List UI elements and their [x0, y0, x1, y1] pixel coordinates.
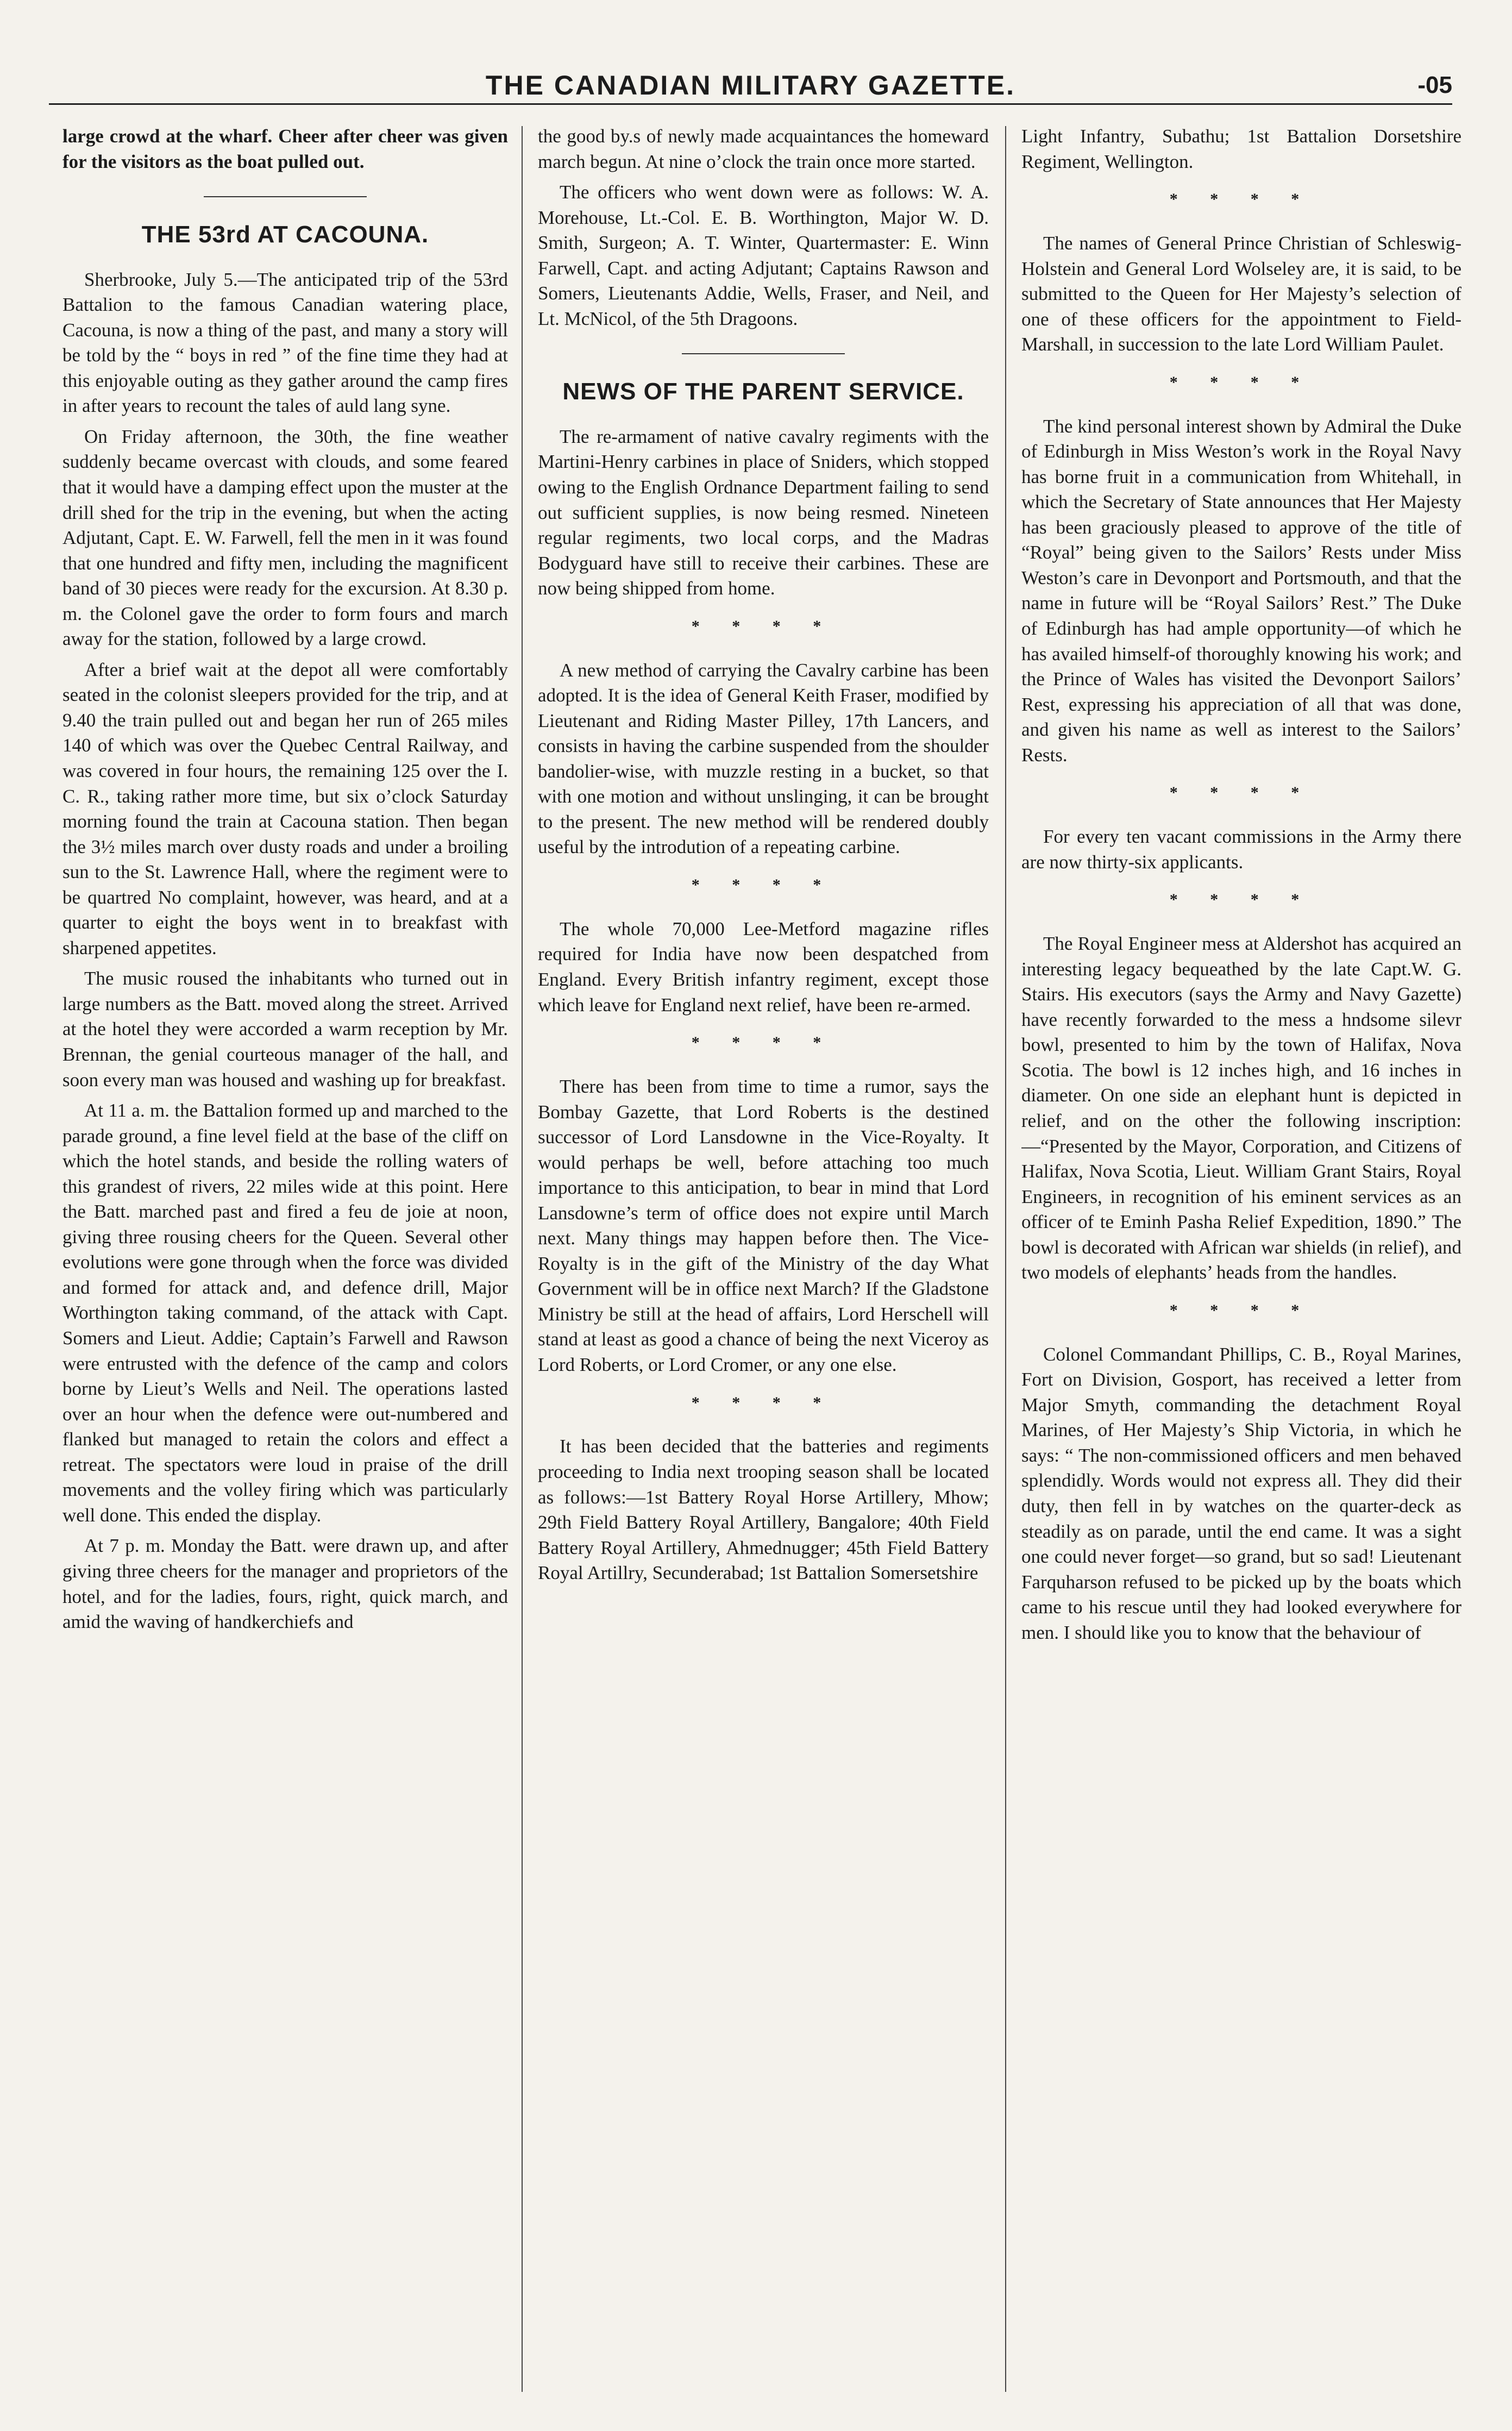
star-separator: [538, 616, 989, 637]
star-separator: [1021, 1300, 1461, 1321]
news-item: The whole 70,000 Lee-Metford magazine rifles required for India have now been despatched from England. Every British infantry regiment, except those which leave for England next relief, have been re-armed.: [538, 918, 989, 1016]
column-2: [538, 124, 989, 2406]
continuation-text: Light Infantry, Subathu; 1st Battalion Dorsetshire Regiment, Wellington.: [1021, 126, 1461, 172]
star-separator: [538, 1392, 989, 1414]
page-number: -05: [1417, 72, 1452, 98]
newspaper-title: THE CANADIAN MILITARY GAZETTE.: [485, 70, 1016, 101]
column-1: [62, 124, 508, 2406]
article-paragraph: Sherbrooke, July 5.—The anticipated trip of the 53rd Battalion to the famous Canadian watering place, Cacouna, is now a thing of the past, and many a story will be told by the “ boys in red ” of the fine time they had at this enjoyable outing as they gather around the camp fires in after years to recount the tales of auld lang syne.: [62, 268, 508, 417]
news-item: A new method of carrying the Cavalry carbine has been adopted. It is the idea of General Keith Fraser, modified by Lieutenant and Riding Master Pilley, 17th Lancers, and consists in having the carbine suspended from the shoulder bandolier-wise, with muzzle resting in a bucket, so that with one motion and without unslinging, it can be brought to the present. The new method will be rendered doubly useful by the introdution of a repeating carbine.: [538, 659, 989, 858]
news-item: The Royal Engineer mess at Aldershot has acquired an interesting legacy bequeathed by the late Capt.W. G. Stairs. His executors (says the Army and Navy Gazette) have recently forwarded to the mess a hndsome silevr bowl, presented to him by the town of Halifax, Nova Scotia. The bowl is 12 inches high, and 16 inches in diameter. On one side an elephant hunt is depicted in relief, and on the other the following inscription:—“Presented by the Mayor, Corporation, and Citizens of Halifax, Nova Scotia, Lieut. William Grant Stairs, Royal Engineers, in recognition of his eminent services as an officer of te Eminh Pasha Relief Expedition, 1890.” The bowl is decorated with African war shields (in relief), and two models of elephants’ heads from the handles.: [1021, 933, 1461, 1283]
news-item: It has been decided that the batteries and regiments proceeding to India next trooping season shall be located as follows:—1st Battery Royal Horse Artillery, Mhow; 29th Field Battery Royal Artillery, Bangalore; 40th Field Battery Royal Artillery, Ahmednugger; 45th Field Battery Royal Artillry, Secunderabad; 1st Battalion Somersetshire: [538, 1436, 989, 1584]
news-item: Colonel Commandant Phillips, C. B., Royal Marines, Fort on Division, Gosport, has received a letter from Major Smyth, commanding the detachment Royal Marines, of Her Majesty’s Ship Victoria, in which he says: “ The non-commissioned officers and men behaved splendidly. Words would not express all. They did their duty, then fell in by watches on the quarter-deck as steadily as on parade, until the end came. It was a sight one could never forget—so grand, but so sad! Lieutenant Farquharson refused to be picked up by the boats which came to his rescue until they had looked everywhere for men. I should like you to know that the behaviour of: [1021, 1343, 1461, 1643]
news-item: The kind personal interest shown by Admiral the Duke of Edinburgh in Miss Weston’s work in the Royal Navy has borne fruit in a communication from Whitehall, in which the Secretary of State announces that Her Majesty has been graciously pleased to approve of the title of “Royal” being given to the Sailors’ Rests under Miss Weston’s care in Devonport and Portsmouth, and that the name in future will be “Royal Sailors’ Rest.” The Duke of Edinburgh has had ample opportunity—of which he has availed himself-of thoroughly knowing his work; and the Prince of Wales has visited the Devonport Sailors’ Rest, expressing his appreciation of all that was done, and given his name as well as interest to the Sailors’ Rests.: [1021, 415, 1461, 766]
article-paragraph: The music roused the inhabitants who turned out in large numbers as the Batt. moved along the street. Arrived at the hotel they were accorded a warm reception by Mr. Brennan, the genial courteous manager of the hall, and soon every man was housed and washing up for breakfast.: [62, 968, 508, 1091]
column-divider: [1005, 126, 1006, 2392]
section-rule: [204, 196, 367, 197]
star-separator: [538, 1032, 989, 1054]
article-heading: NEWS OF THE PARENT SERVICE.: [562, 378, 964, 405]
officers-paragraph: The officers who went down were as follows: W. A. Morehouse, Lt.-Col. E. B. Worthington, Major W. D. Smith, Surgeon; A. T. Winter, Quartermaster: E. Winn Farwell, Capt. and acting Adjutant; Captains Rawson and Somers, Lieutenants Addie, Wells, Fraser, and Neil, and Lt. McNicol, of the 5th Dragoons.: [538, 181, 989, 329]
article-paragraph: At 7 p. m. Monday the Batt. were drawn up, and after giving three cheers for the manager and proprietors of the hotel, and for the ladies, fours, right, quick march, and amid the waving of handkerchiefs and: [62, 1535, 508, 1633]
column-divider: [522, 126, 523, 2392]
continuation-text: large crowd at the wharf. Cheer after cheer was given for the visitors as the boat pulled out.: [62, 126, 508, 172]
article-heading: THE 53rd AT CACOUNA.: [141, 221, 429, 248]
star-separator: [1021, 889, 1461, 911]
section-rule: [682, 353, 845, 354]
star-separator: [1021, 372, 1461, 393]
star-separator: [538, 874, 989, 896]
star-separator: [1021, 189, 1461, 210]
column-3: [1021, 124, 1461, 2406]
article-paragraph: At 11 a. m. the Battalion formed up and marched to the parade ground, a fine level field at the base of the cliff on which the hotel stands, and beside the rolling waters of this grandest of rivers, 22 miles wide at this point. Here the Batt. marched past and fired a feu de joie at noon, giving three rousing cheers for the Queen. Several other evolutions were gone through when the force was divided and formed for attack and, and defence drill, Major Worthington taking command, of the attack with Capt. Somers and Lieut. Addie; Captain’s Farwell and Rawson were entrusted with the defence of the camp and colors borne by Lieut’s Wells and Neil. The operations lasted over an hour when the defence were out-numbered and flanked but managed to retain the colors and effect a retreat. The spectators were loud in praise of the drill movements and the volley firing which was particularly well done. This ended the display.: [62, 1100, 508, 1526]
news-item: There has been from time to time a rumor, says the Bombay Gazette, that Lord Roberts is the destined successor of Lord Lansdowne in the Vice-Royalty. It would perhaps be well, before attaching too much importance to this anticipation, to bear in mind that Lord Lansdowne’s term of office does not expire until March next. Many things may happen before then. The Vice-Royalty is in the gift of the Ministry of the day What Government will be in office next March? If the Gladstone Ministry be still at the head of affairs, Lord Herschell will stand at least as good a chance of being the next Viceroy as Lord Roberts, or Lord Cromer, or any one else.: [538, 1075, 989, 1375]
news-item: The re-armament of native cavalry regiments with the Martini-Henry carbines in place of Sniders, which stopped owing to the English Ordnance Department failing to send out sufficient supplies, is now being resmed. Nineteen regular regiments, two local corps, and the Madras Bodyguard have still to receive their carbines. These are now being shipped from home.: [538, 425, 989, 599]
news-item: The names of General Prince Christian of Schleswig-Holstein and General Lord Wolseley are, it is said, to be submitted to the Queen for Her Majesty’s selection of one of these officers for the appointment to Field-Marshall, in succession to the late Lord William Paulet.: [1021, 232, 1461, 355]
news-item: For every ten vacant commissions in the Army there are now thirty-six applicants.: [1021, 826, 1461, 873]
star-separator: [1021, 782, 1461, 804]
masthead: [49, 70, 1452, 105]
article-paragraph: After a brief wait at the depot all were comfortably seated in the colonist sleepers provided for the trip, and at 9.40 the train pulled out and began her run of 265 miles 140 of which was over the Quebec Central Railway, and was covered in four hours, the remaining 125 over the I. C. R., taking rather more time, but six o’clock Saturday morning found the train at Cacouna station. Then began the 3½ miles march over dusty roads and under a broiling sun to the St. Lawrence Hall, where the regiment were to be quartred No complaint, however, was heard, and at a quarter to eight the boys went in to breakfast with sharpened appetites.: [62, 659, 508, 958]
continuation-text: the good by.s of newly made acquaintances the homeward march begun. At nine o’clock the train once more started.: [538, 126, 989, 172]
article-paragraph: On Friday afternoon, the 30th, the fine weather suddenly became overcast with clouds, and some feared that it would have a damping effect upon the muster at the drill shed for the trip in the evening, but when the acting Adjutant, Capt. E. W. Farwell, fell the men in it was found that one hundred and fifty men, including the magnificent band of 30 pieces were ready for the excursion. At 8.30 p. m. the Colonel gave the order to form fours and march away for the station, followed by a large crowd.: [62, 425, 508, 650]
